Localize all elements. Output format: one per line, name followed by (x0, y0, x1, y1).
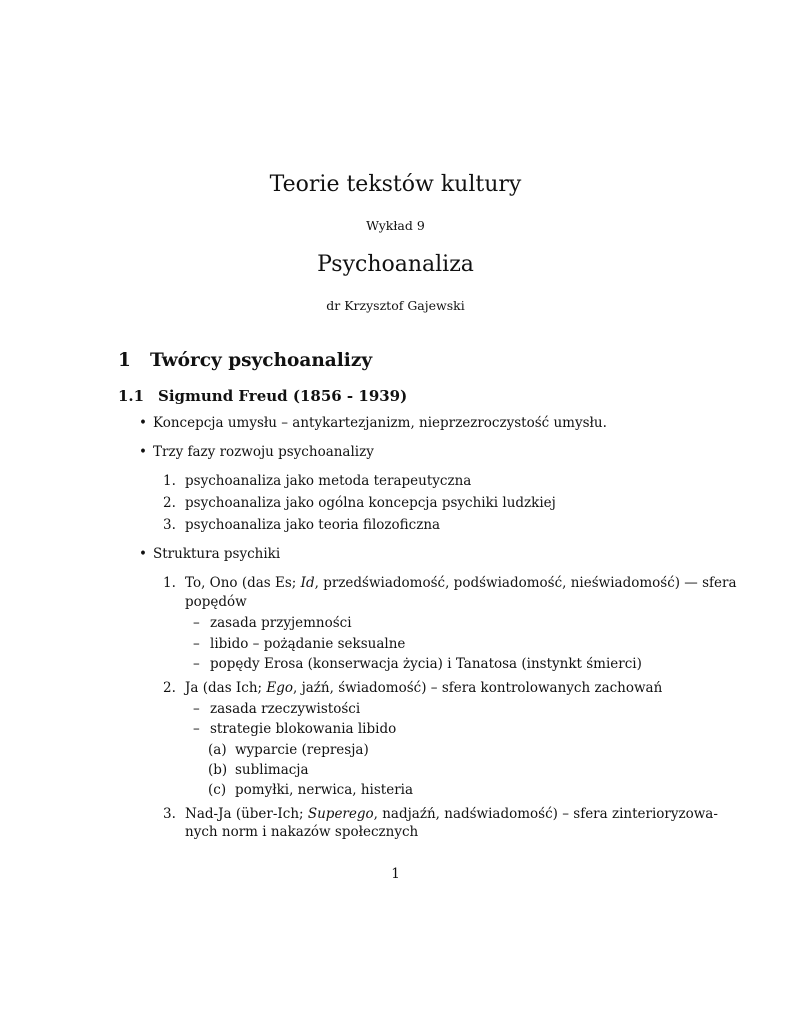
subsection-title: Sigmund Freud (1856 - 1939) (158, 387, 408, 405)
item-text-pre: Nad-Ja (über-Ich; (185, 806, 308, 822)
dash-icon: – (193, 656, 200, 672)
item-text-emphasis: Id (300, 575, 315, 591)
section-number: 1 (118, 350, 131, 371)
item-text-continuation: popędów (185, 594, 247, 610)
list-item-text: Koncepcja umysłu – antykartezjanizm, nieprzezroczystość umysłu. (153, 415, 607, 431)
list-item (193, 636, 405, 652)
list-item (163, 517, 440, 533)
list-item (163, 680, 662, 696)
item-text-pre: Ja (das Ich; (185, 680, 267, 696)
dash-icon: – (193, 636, 200, 652)
list-item-text: libido – pożądanie seksualne (210, 636, 406, 652)
list-item-text: strategie blokowania libido (210, 721, 397, 737)
item-letter: (c) (208, 782, 227, 798)
list-item-text: psychoanaliza jako teoria filozoficzna (185, 517, 441, 533)
list-item-text: psychoanaliza jako metoda terapeutyczna (185, 473, 472, 489)
list-item-text: sublimacja (235, 762, 309, 778)
list-item-text: psychoanaliza jako ogólna koncepcja psychiki ludzkiej (185, 495, 556, 511)
item-text-post: , przedświadomość, podświadomość, nieświadomość) — sfera (314, 575, 737, 591)
bullet-icon: • (139, 444, 147, 460)
item-text-pre: To, Ono (das Es; (185, 575, 301, 591)
list-item (139, 546, 280, 562)
item-text-post: , jaźń, świadomość) – sfera kontrolowanych zachowań (292, 680, 663, 696)
bullet-icon: • (139, 415, 147, 431)
document-subtitle: Psychoanaliza (317, 252, 474, 277)
item-letter: (a) (208, 742, 227, 758)
item-number: 2. (163, 495, 176, 511)
item-text-post: , nadjaźń, nadświadomość) – sfera zinterioryzowa- (373, 806, 718, 822)
dash-icon: – (193, 721, 200, 737)
list-item (163, 495, 556, 511)
list-item (163, 806, 718, 822)
list-item-text: zasada przyjemności (210, 615, 352, 631)
list-item (139, 444, 374, 460)
item-number: 1. (163, 575, 176, 591)
list-item (208, 782, 413, 798)
section-heading (118, 350, 372, 371)
item-number: 3. (163, 517, 176, 533)
item-text-emphasis: Ego (266, 680, 293, 696)
list-item (193, 656, 642, 672)
item-number: 3. (163, 806, 176, 822)
item-text-continuation: nych norm i nakazów społecznych (185, 824, 419, 840)
list-item (208, 742, 369, 758)
dash-icon: – (193, 701, 200, 717)
subsection-heading (118, 387, 407, 405)
item-number: 1. (163, 473, 176, 489)
subsection-number: 1.1 (118, 387, 145, 405)
item-letter: (b) (208, 762, 228, 778)
bullet-icon: • (139, 546, 147, 562)
list-item (193, 721, 396, 737)
author: dr Krzysztof Gajewski (326, 298, 465, 313)
page-number: 1 (391, 866, 400, 882)
dash-icon: – (193, 615, 200, 631)
list-item (193, 615, 352, 631)
list-item (193, 701, 360, 717)
list-item-text: Struktura psychiki (153, 546, 281, 562)
list-item-text: pomyłki, nerwica, histeria (235, 782, 414, 798)
item-text-emphasis: Superego (307, 806, 374, 822)
list-item (208, 762, 309, 778)
item-number: 2. (163, 680, 176, 696)
section-title: Twórcy psychoanalizy (150, 350, 373, 371)
list-item (139, 415, 607, 431)
list-item-text: popędy Erosa (konserwacja życia) i Tanatosa (instynkt śmierci) (210, 656, 642, 672)
document-title: Teorie tekstów kultury (269, 172, 522, 197)
list-item-text: Trzy fazy rozwoju psychoanalizy (153, 444, 374, 460)
list-item-text: wyparcie (represja) (235, 742, 369, 758)
list-item-text: zasada rzeczywistości (210, 701, 361, 717)
list-item (163, 473, 471, 489)
lecture-number: Wykład 9 (366, 218, 425, 233)
list-item (163, 575, 737, 591)
